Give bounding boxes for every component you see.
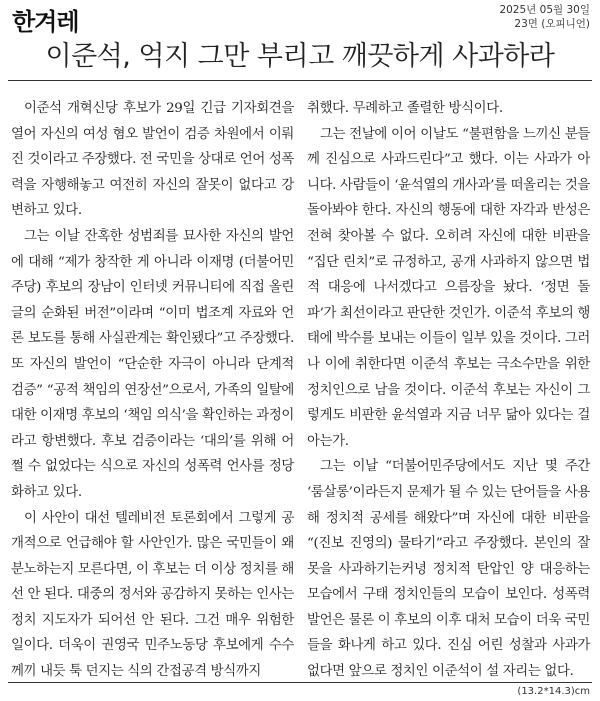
paragraph-continuation: 취했다. 무례하고 졸렬한 방식이다.: [307, 101, 503, 116]
bottom-divider: [8, 682, 592, 683]
paragraph: 이준석 개혁신당 후보가 29일 긴급 기자회견을 열어 자신의 여성 혐오 발언이 검증 차원에서 이뤄진 것이라고 주장했다. 전 국민을 상대로 언어 성폭력을 자행해놓고 여전히 자신의 잘못이 없다고 강변하고 있다.: [11, 101, 294, 219]
left-column: [11, 96, 294, 685]
publication-date: 2025년 05월 30일: [499, 4, 590, 16]
page-section: 23면 (오피니언): [514, 18, 590, 30]
paragraph: 그는 전날에 이어 이날도 “불편함을 느끼신 분들께 진심으로 사과드린다”고 했다. 이는 사과가 아니다. 사람들이 ‘윤석열의 개사과’를 떠올리는 것을 돌아봐야 한다. 자신의 행동에 대한 자각과 반성은 전혀 찾아볼 수 없다. 오히려 자신에 대한 비판을 “집단 린치”로 규정하고, 공개 사과하지 않으면 법적 대응에 나서겠다고 으름장을 놨다. ‘정면 돌파’가 최선이라고 판단한 것인가. 이준석 후보의 행태에 박수를 보내는 이들이 일부 있을 것이다. 그러나 이에 취한다면 이준석 후보는 극소수만을 위한 정치인으로 남을 것이다. 이준석 후보는 자신이 그렇게도 비판한 윤석열과 지금 너무 닮아 있다는 걸 아는가.: [307, 126, 590, 449]
right-column: [307, 96, 590, 685]
paragraph: 이 사안이 대선 텔레비전 토론회에서 그렇게 공개적으로 언급해야 할 사안인가. 많은 국민들이 왜 분노하는지 모른다면, 이 후보는 더 이상 정치를 해선 안 된다. 대중의 정서와 공감하지 못하는 인사는 정치 지도자가 되어선 안 된다. 그건 매우 위험한 일이다. 더욱이 권영국 민주노동당 후보에게 수수께끼 내듯 툭 던지는 식의 간접공격 방식까지: [11, 510, 294, 680]
newspaper-masthead: 한겨레: [12, 8, 79, 36]
paragraph: 그는 이날 잔혹한 성범죄를 묘사한 자신의 발언에 대해 “제가 창작한 게 아니라 이재명 (더불어민주당) 후보의 장남이 인터넷 커뮤니티에 직접 올린 글의 순화된 버전”이라며 “이미 법조계 자료와 언론 보도를 통해 사실관계는 확인됐다”고 주장했다. 또 자신의 발언이 “단순한 자극이 아니라 단계적 검증” “공적 책임의 연장선”으로서, 가족의 일탈에 대한 이재명 후보의 ‘책임 의식’을 확인하는 과정이라고 항변했다. 후보 검증이라는 ‘대의’를 위해 어쩔 수 없었다는 식으로 자신의 성폭력 언사를 정당화하고 있다.: [11, 228, 294, 500]
publication-meta: [499, 3, 590, 31]
editorial-headline: 이준석, 억지 그만 부리고 깨끗하게 사과하라: [45, 41, 555, 72]
paragraph: 그는 이날 “더불어민주당에서도 지난 몇 주간 ‘룸살롱’이라든지 문제가 될 수 있는 단어들을 사용해 정치적 공세를 해왔다”며 자신에 대한 비판을 “(진보 진영의) 물타기”라고 주장했다. 본인의 잘못을 사과하기는커녕 정치적 탄압인 양 대응하는 모습에서 구태 정치인들의 모습이 보인다. 성폭력 발언은 물론 이 후보의 이후 대처 모습이 더욱 국민들을 화나게 하고 있다. 진심 어린 성찰과 사과가 없다면 앞으로 정치인 이준석이 설 자리는 없다.: [307, 459, 590, 680]
top-divider: [8, 80, 592, 81]
clipping-dimensions: (13.2*14.3)cm: [517, 686, 590, 697]
